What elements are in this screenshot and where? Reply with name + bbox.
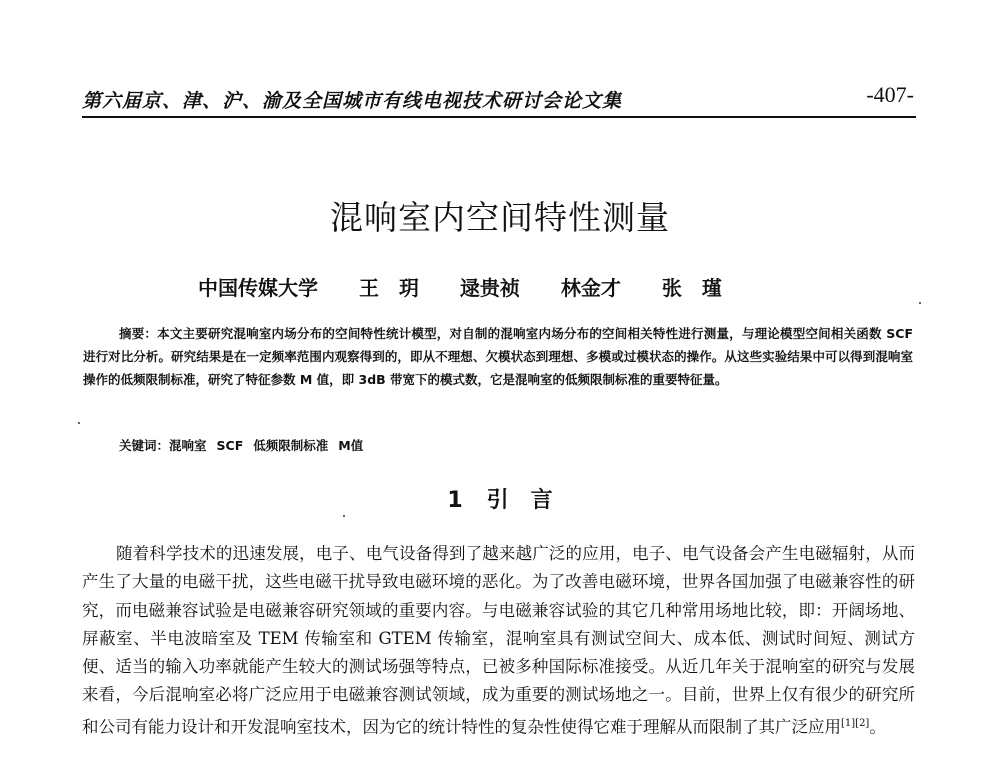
scan-speck: [919, 302, 921, 304]
keyword: M值: [338, 438, 364, 453]
section-number: 1: [447, 488, 463, 513]
scan-speck: [343, 515, 345, 517]
scan-speck: [78, 422, 80, 424]
citation-marker: [1][2]: [841, 717, 870, 729]
author-name: 王 玥: [358, 276, 419, 300]
body-paragraph: [82, 540, 915, 742]
keywords-label: 关键词：: [119, 438, 170, 453]
section-title: 引 言: [486, 488, 553, 513]
paper-title: 混响室内空间特性测量: [330, 198, 670, 237]
paragraph-text: 随着科学技术的迅速发展，电子、电气设备得到了越来越广泛的应用，电子、电气设备会产生电磁辐射，从而产生了大量的电磁干扰，这些电磁干扰导致电磁环境的恶化。为了改善电磁环境，世界各国加强了电磁兼容性的研究，而电磁兼容试验是电磁兼容研究领域的重要内容。与电磁兼容试验的其它几种常用场地比较，即：开阔场地、屏蔽室、半电波暗室及 TEM 传输室和 GTEM 传输室，混响室具有测试空间大、成本低、测试时间短、测试方便、适当的输入功率就能产生较大的测试场强等特点，已被多种国际标准接受。从近几年关于混响室的研究与发展来看，今后混响室必将广泛应用于电磁兼容测试领域，成为重要的测试场地之一。目前，世界上仅有很少的研究所和公司有能力设计和开发混响室技术，因为它的统计特性的复杂性使得它难于理解从而限制了其广泛应用: [82, 544, 915, 737]
page-number: -407-: [866, 82, 914, 107]
author-name: 张 瑾: [661, 276, 722, 300]
keyword: SCF: [216, 438, 244, 453]
author-name: 逯贵祯: [459, 276, 520, 300]
author-affiliation: 中国传媒大学: [198, 276, 318, 300]
running-header-title: 第六届京、津、沪、渝及全国城市有线电视技术研讨会论文集: [82, 90, 623, 112]
paragraph-end: 。: [869, 717, 886, 737]
header-rule: [82, 116, 916, 118]
section-heading: [0, 483, 1000, 514]
author-name: 林金才: [560, 276, 621, 300]
abstract: 摘要：本文主要研究混响室内场分布的空间特性统计模型，对自制的混响室内场分布的空间相关特性进行测量，与理论模型空间相关函数 SCF 进行对比分析。研究结果是在一定频率范围内观察得到的，即从不理想、欠模状态到理想、多模或过模状态的操作。从这些实验结果中可以得到混响室操作的低频限制标准，研究了特征参数 M 值，即 3dB 带宽下的模式数，它是混响室的低频限制标准的重要特征量。: [83, 326, 913, 387]
keyword: 低频限制标准: [253, 438, 329, 453]
keywords-line: [119, 436, 363, 454]
author-line: [198, 272, 756, 301]
keyword: 混响室: [169, 438, 207, 453]
